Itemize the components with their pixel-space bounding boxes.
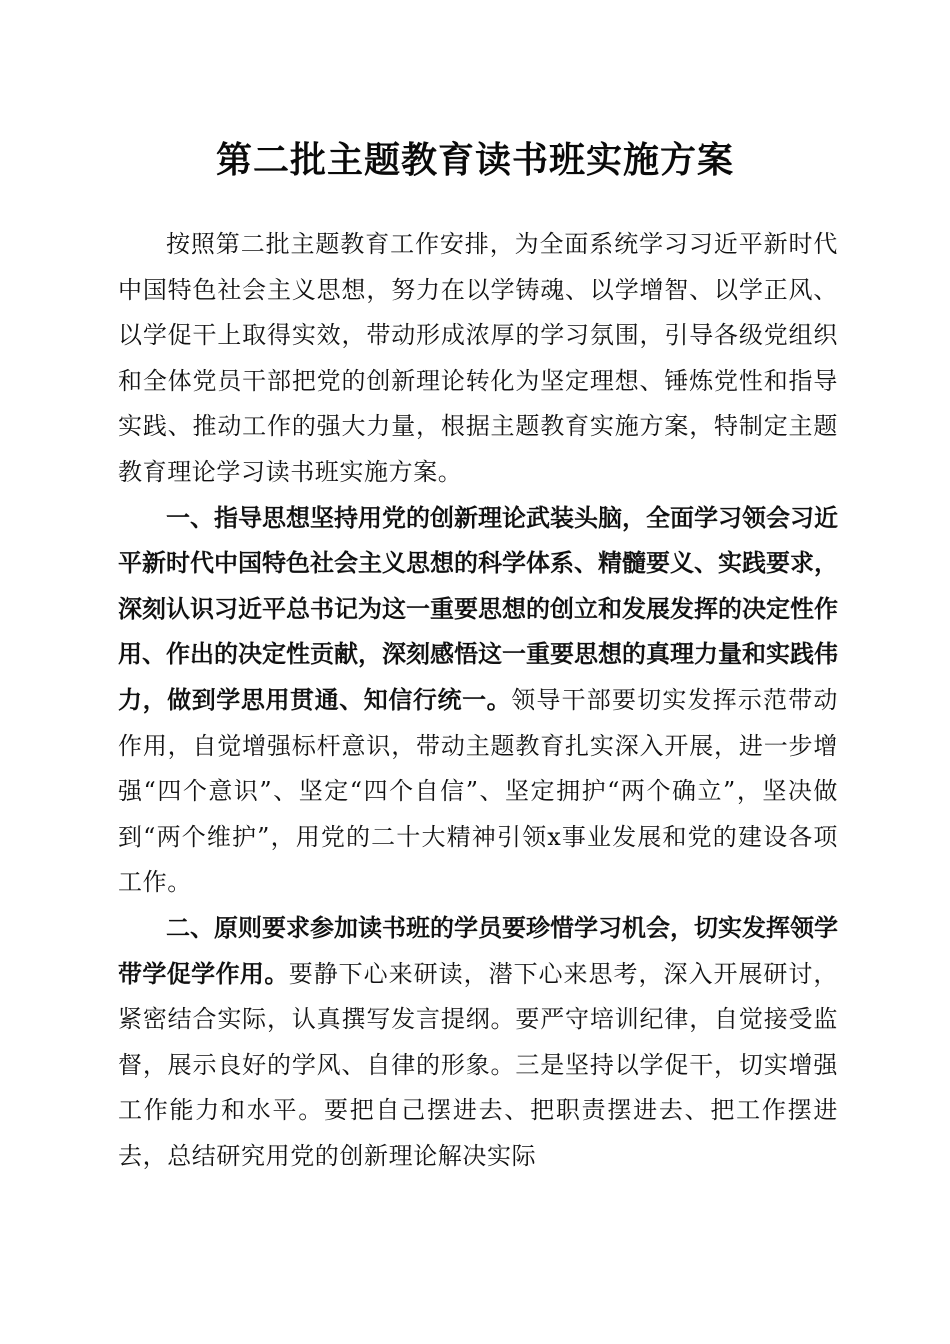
section-text-guiding-ideology: 领导干部要切实发挥示范带动作用，自觉增强标杆意识，带动主题教育扎实深入开展，进一步增强“四个意识”、坚定“四个自信”、坚定拥护“两个确立”，坚决做到“两个维护”，用党的二十大精神引领x事业发展和党的建设各项工作。	[118, 685, 838, 897]
section-text-principles: 要静下心来研读，潜下心来思考，深入开展研讨，紧密结合实际，认真撰写发言提纲。要严守培训纪律，自觉接受监督，展示良好的学风、自律的形象。三是坚持以学促干，切实增强工作能力和水平。要把自己摆进去、把职责摆进去、把工作摆进去，总结研究用党的创新理论解决实际	[118, 959, 838, 1170]
section-guiding-ideology	[118, 496, 838, 906]
section-heading-guiding-ideology: 一、指导思想坚持用党的创新理论武装头脑，全面学习领会习近平新时代中国特色社会主义思想的科学体系、精髓要义、实践要求，深刻认识习近平总书记为这一重要思想的创立和发展发挥的决定性作用、作出的决定性贡献，深刻感悟这一重要思想的真理力量和实践伟力，做到学思用贯通、知信行统一。	[118, 503, 838, 714]
document-body	[118, 222, 838, 1179]
intro-paragraph	[118, 222, 838, 496]
section-principles	[118, 906, 838, 1180]
intro-paragraph-text: 按照第二批主题教育工作安排，为全面系统学习习近平新时代中国特色社会主义思想，努力在以学铸魂、以学增智、以学正风、以学促干上取得实效，带动形成浓厚的学习氛围，引导各级党组织和全体党员干部把党的创新理论转化为坚定理想、锤炼党性和指导实践、推动工作的强大力量，根据主题教育实施方案，特制定主题教育理论学习读书班实施方案。	[118, 230, 838, 486]
document-title: 第二批主题教育读书班实施方案	[215, 139, 734, 181]
section-heading-principles: 二、原则要求参加读书班的学员要珍惜学习机会，切实发挥领学带学促学作用。	[118, 913, 838, 988]
